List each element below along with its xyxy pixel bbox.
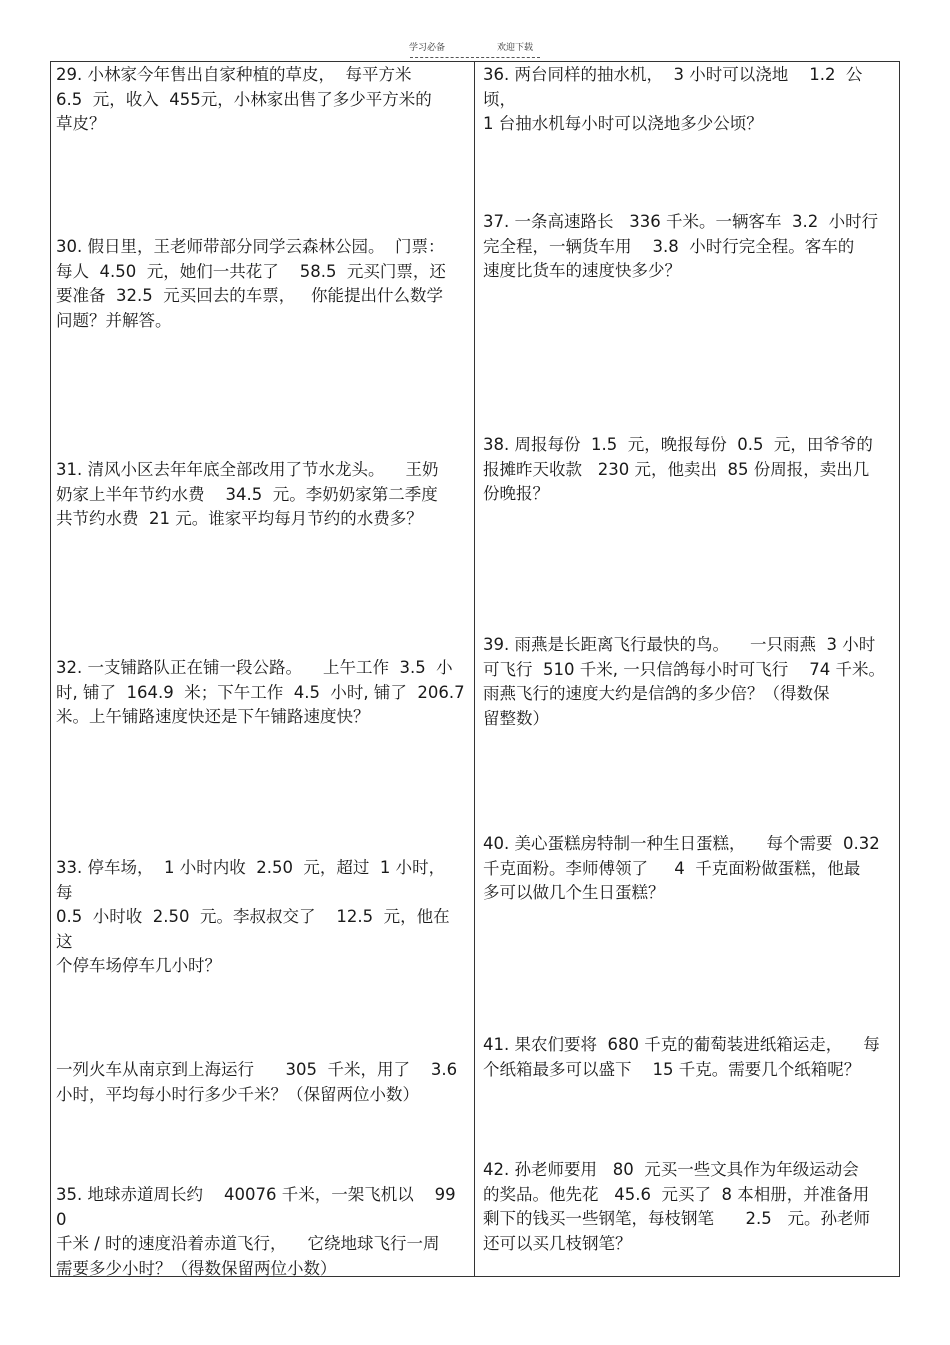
problem-33: 33. 停车场， 1 小时内收 2.50 元，超过 1 小时， 每 0.5 小时收 2.50 元。李叔叔交了 12.5 元，他在这 个停车场停车几小时？ xyxy=(56,858,450,975)
header-dashed-rule xyxy=(410,57,540,58)
problem-38: 38. 周报每份 1.5 元，晚报每份 0.5 元，田爷爷的 报摊昨天收款 230 元，他卖出 85 份周报，卖出几 份晚报？ xyxy=(483,435,873,503)
problem-30: 30. 假日里，王老师带部分同学云森林公园。 门票： 每人 4.50 元，她们一共花了 58.5 元买门票，还 要准备 32.5 元买回去的车票， 你能提出什么数学 问题？并解答。 xyxy=(56,237,446,330)
problem-32: 32. 一支铺路队正在铺一段公路。 上午工作 3.5 小 时, 铺了 164.9 米；下午工作 4.5 小时, 铺了 206.7 米。上午铺路速度快还是下午铺路速度快？ xyxy=(56,658,465,726)
header-right-text: 欢迎下载 xyxy=(497,43,534,53)
problem-41: 41. 果农们要将 680 千克的葡萄装进纸箱运走， 每 个纸箱最多可以盛下 15 千克。需要几个纸箱呢？ xyxy=(483,1035,880,1079)
problem-35: 35. 地球赤道周长约 40076 千米，一架飞机以 990 千米 / 时的速度沿着赤道飞行， 它绕地球飞行一周 需要多少小时？（得数保留两位小数） xyxy=(56,1185,456,1278)
header-left-text: 学习必备 xyxy=(409,43,446,53)
problem-36: 36. 两台同样的抽水机， 3 小时可以浇地 1.2 公顷， 1 台抽水机每小时可以浇地多少公顷？ xyxy=(483,65,863,133)
problem-table xyxy=(50,61,900,1277)
problem-42: 42. 孙老师要用 80 元买一些文具作为年级运动会 的奖品。他先花 45.6 元买了 8 本相册，并准备用 剩下的钱买一些钢笔，每枝钢笔 2.5 元。孙老师 还可以买几枝钢笔？ xyxy=(483,1160,870,1253)
page-header xyxy=(405,40,545,54)
problem-34: 一列火车从南京到上海运行 305 千米，用了 3.6 小时，平均每小时行多少千米？（保留两位小数） xyxy=(56,1060,458,1104)
problem-31: 31. 清风小区去年年底全部改用了节水龙头。 王奶 奶家上半年节约水费 34.5 元。李奶奶家第二季度 共节约水费 21 元。谁家平均每月节约的水费多？ xyxy=(56,460,439,528)
problem-40: 40. 美心蛋糕房特制一种生日蛋糕， 每个需要 0.32 千克面粉。李师傅领了 4 千克面粉做蛋糕，他最 多可以做几个生日蛋糕？ xyxy=(483,834,880,902)
problem-29: 29. 小林家今年售出自家种植的草皮， 每平方米 6.5 元，收入 455元，小林家出售了多少平方米的 草皮？ xyxy=(56,65,432,133)
column-divider xyxy=(474,62,475,1276)
problem-37: 37. 一条高速路长 336 千米。一辆客车 3.2 小时行 完全程，一辆货车用 3.8 小时行完全程。客车的 速度比货车的速度快多少？ xyxy=(483,212,879,280)
problem-39: 39. 雨燕是长距离飞行最快的鸟。 一只雨燕 3 小时 可飞行 510 千米, 一只信鸽每小时可飞行 74 千米。 雨燕飞行的速度大约是信鸽的多少倍？（得数保 留整数） xyxy=(483,635,885,728)
